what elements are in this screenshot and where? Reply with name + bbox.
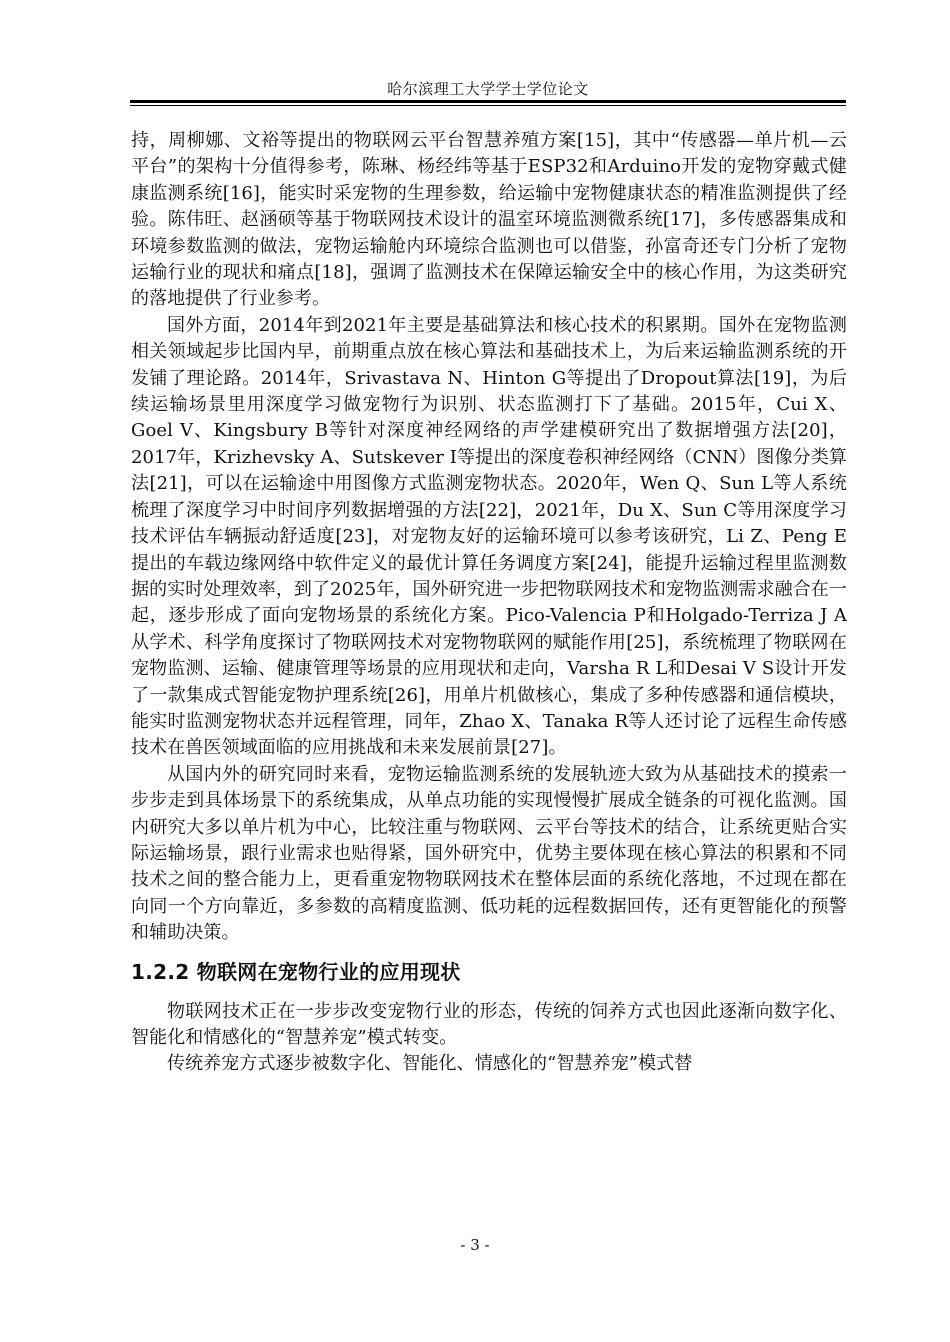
section-paragraph: 物联网技术正在一步步改变宠物行业的形态，传统的饲养方式也因此逐渐向数字化、智能化和情感化的“智慧养宠”模式转变。 (131, 1000, 847, 1048)
paragraph-foreign-research: 国外方面，2014年到2021年主要是基础算法和核心技术的积累期。国外在宠物监测相关领域起步比国内早，前期重点放在核心算法和基础技术上，为后来运输监测系统的开发铺了理论路。2014年，Srivastava N、Hinton G等提出了Dropout算法[19]，为后续运输场景里用深度学习做宠物行为识别、状态监测打下了基础。2015年，Cui X、Goel V、Kingsbury B等针对深度神经网络的声学建模研究出了数据增强方法[20]，2017年，Krizhevsky A、Sutskever I等提出的深度卷积神经网络（CNN）图像分类算法[21]，可以在运输途中用图像方式监测宠物状态。2020年，Wen Q、Sun L等人系统梳理了深度学习中时间序列数据增强的方法[22]，2021年，Du X、Sun C等用深度学习技术评估车辆振动舒适度[23]，对宠物友好的运输环境可以参考该研究，Li Z、Peng E提出的车载边缘网络中软件定义的最优计算任务调度方案[24]，能提升运输过程里监测数据的实时处理效率，到了2025年，国外研究进一步把物联网技术和宠物监测需求融合在一起，逐步形成了面向宠物场景的系统化方案。Pico-Valencia P和Holgado-Terriza J A从学术、科学角度探讨了物联网技术对宠物物联网的赋能作用[25]，系统梳理了物联网在宠物监测、运输、健康管理等场景的应用现状和走向，Varsha R L和Desai V S设计开发了一款集成式智能宠物护理系统[26]，用单片机做核心，集成了多种传感器和通信模块，能实时监测宠物状态并远程管理，同年，Zhao X、Tanaka R等人还讨论了远程生命传感技术在兽医领域面临的应用挑战和未来发展前景[27]。 (131, 314, 847, 759)
paragraph-continued: 持，周柳娜、文裕等提出的物联网云平台智慧养殖方案[15]，其中“传感器—单片机—云平台”的架构十分值得参考，陈琳、杨经纬等基于ESP32和Arduino开发的宠物穿戴式健康监测系统[16]，能实时采宠物的生理参数，给运输中宠物健康状态的精准监测提供了经验。陈伟旺、赵涵硕等基于物联网技术设计的温室环境监测微系统[17]，多传感器集成和环境参数监测的做法，宠物运输舱内环境综合监测也可以借鉴，孙富奇还专门分析了宠物运输行业的现状和痛点[18]，强调了监测技术在保障运输安全中的核心作用，为这类研究的落地提供了行业参考。 (131, 130, 847, 310)
paragraph-summary: 从国内外的研究同时来看，宠物运输监测系统的发展轨迹大致为从基础技术的摸索一步步走到具体场景下的系统集成，从单点功能的实现慢慢扩展成全链条的可视化监测。国内研究大多以单片机为中心，比较注重与物联网、云平台等技术的结合，让系统更贴合实际运输场景，跟行业需求也贴得紧，国外研究中，优势主要体现在核心算法的积累和不同技术之间的整合能力上，更看重宠物物联网技术在整体层面的系统化落地，不过现在都在向同一个方向靠近，多参数的高精度监测、低功耗的远程数据回传，还有更智能化的预警和辅助决策。 (131, 763, 847, 944)
section-paragraph: 传统养宠方式逐步被数字化、智能化、情感化的“智慧养宠”模式替 (167, 1053, 693, 1075)
header-rule-thin (130, 105, 846, 106)
section-heading: 1.2.2 物联网在宠物行业的应用现状 (131, 959, 461, 984)
header-rule (130, 100, 846, 103)
running-header: 哈尔滨理工大学学士学位论文 (387, 80, 589, 98)
page-number: - 3 - (460, 1236, 490, 1254)
body-text (131, 128, 847, 1078)
